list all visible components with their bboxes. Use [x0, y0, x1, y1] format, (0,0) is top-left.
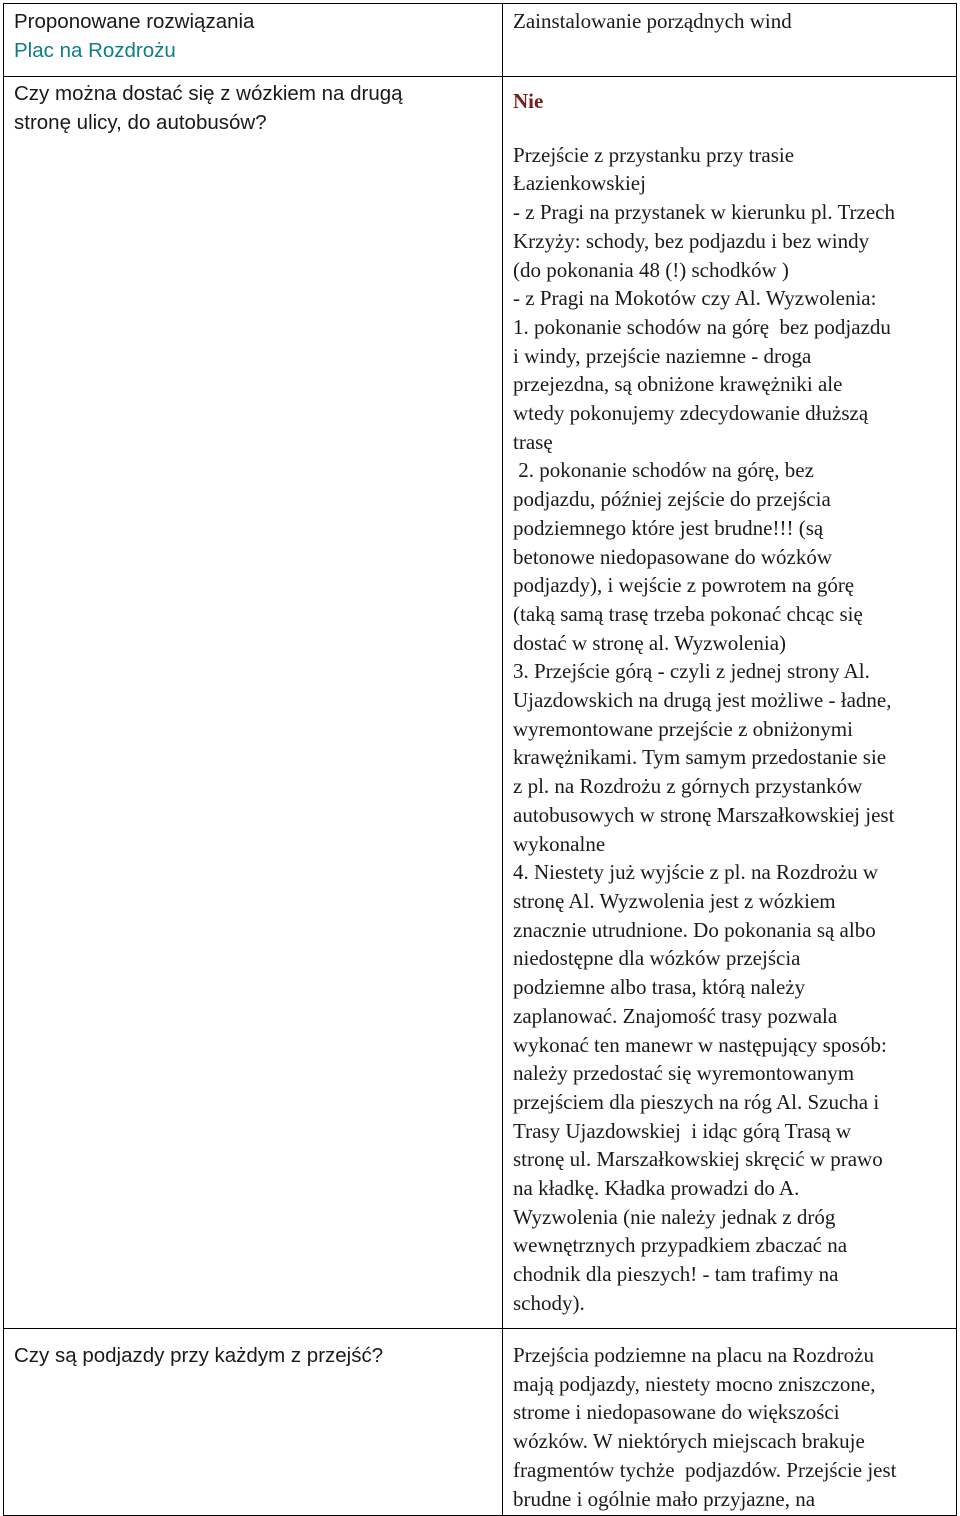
text-line: przejezdna, są obniżone krawężniki ale — [513, 372, 843, 397]
text-line: znacznie utrudnione. Do pokonania są albo — [513, 917, 876, 942]
text-line: wewnętrznych przypadkiem zbaczać na — [513, 1233, 848, 1258]
text-line: stronę Al. Wyzwolenia jest z wózkiem — [513, 888, 836, 913]
text-line: należy przedostać się wyremontowanym — [513, 1061, 855, 1086]
answer-2-cell — [503, 1329, 957, 1516]
text-line: Łazienkowskiej — [513, 171, 646, 196]
text-line: autobusowych w stronę Marszałkowskiej jest — [513, 802, 895, 827]
text-line: Przejście z przystanku przy trasie — [513, 142, 795, 167]
question-2-cell — [4, 1329, 503, 1516]
text-line: Czy są podjazdy przy każdym z przejść? — [14, 1344, 384, 1367]
text-line: podjazdu, później zejście do przejścia — [513, 487, 831, 512]
text-line: podziemnego które jest brudne!!! (są — [513, 515, 824, 540]
text-line: betonowe niedopasowane do wózków — [513, 544, 832, 569]
text-line: schody). — [513, 1290, 585, 1315]
question-1-cell — [4, 77, 503, 1329]
text-line: stronę ulicy, do autobusów? — [14, 111, 267, 134]
text-line: 1. pokonanie schodów na górę bez podjazdu — [513, 314, 891, 339]
header-row — [4, 4, 957, 77]
text-line: Przejścia podziemne na placu na Rozdrożu — [513, 1343, 874, 1367]
text-line: Wyzwolenia (nie należy jednak z dróg — [513, 1204, 836, 1229]
text-line: (do pokonania 48 (!) schodków ) — [513, 257, 789, 282]
header-left-text: Proponowane rozwiązania — [14, 10, 255, 33]
text-line: 2. pokonanie schodów na górę, bez — [513, 458, 814, 483]
text-line: Krzyży: schody, bez podjazdu i bez windy — [513, 228, 870, 253]
text-line: podziemne albo trasa, którą należy — [513, 975, 806, 1000]
question-row-2 — [4, 1329, 957, 1516]
header-left-cell — [4, 4, 503, 77]
text-line: i windy, przejście naziemne - droga — [513, 343, 812, 368]
text-line: (taką samą trasę trzeba pokonać chcąc się — [513, 601, 863, 626]
text-line: stronę ul. Marszałkowskiej skręcić w prawo — [513, 1147, 883, 1172]
question-1-text — [14, 79, 492, 137]
section-title: Plac na Rozdrożu — [14, 39, 176, 62]
text-line: 4. Niestety już wyjście z pl. na Rozdrożu w — [513, 860, 879, 885]
text-line: - z Pragi na przystanek w kierunku pl. Trzech — [513, 200, 895, 225]
text-line: brudne i ogólnie mało przyjazne, na — [513, 1486, 816, 1511]
document-table — [3, 3, 957, 1516]
text-line: 3. Przejście górą - czyli z jednej strony Al. — [513, 659, 870, 684]
answer-1-cell — [503, 77, 957, 1329]
text-line: przejściem dla pieszych na róg Al. Szucha i — [513, 1089, 880, 1114]
text-line: mają podjazdy, niestety mocno zniszczone, — [513, 1371, 876, 1396]
text-line: wyremontowane przejście z obniżonymi — [513, 716, 853, 741]
text-line: Trasy Ujazdowskiej i idąc górą Trasą w — [513, 1118, 852, 1143]
text-line: na kładkę. Kładka prowadzi do A. — [513, 1176, 800, 1201]
text-line: fragmentów tychże podjazdów. Przejście jest — [513, 1457, 897, 1482]
text-line: zaplanować. Znajomość trasy pozwala — [513, 1003, 838, 1028]
text-line: Czy można dostać się z wózkiem na drugą — [14, 82, 403, 105]
text-line: podjazdy), i wejście z powrotem na górę — [513, 573, 855, 598]
answer-2-text — [513, 1341, 946, 1513]
text-line: wózków. W niektórych miejscach brakuje — [513, 1429, 865, 1454]
text-line: wykonać ten manewr w następujący sposób: — [513, 1032, 887, 1057]
text-line: - z Pragi na Mokotów czy Al. Wyzwolenia: — [513, 286, 877, 311]
text-line: wtedy pokonujemy zdecydowanie dłuższą — [513, 401, 869, 426]
answer-1-title: Nie — [513, 89, 544, 113]
text-line: Ujazdowskich na drugą jest możliwe - ładne, — [513, 688, 892, 713]
question-row-1 — [4, 77, 957, 1329]
text-line: dostać w stronę al. Wyzwolenia) — [513, 630, 787, 655]
text-line: krawężnikami. Tym samym przedostanie sie — [513, 745, 887, 770]
header-right-text: Zainstalowanie porządnych wind — [513, 9, 792, 33]
text-line: z pl. na Rozdrożu z górnych przystanków — [513, 774, 863, 799]
text-line: chodnik dla pieszych! - tam trafimy na — [513, 1262, 839, 1287]
text-line: wykonalne — [513, 831, 606, 856]
text-line: trasę — [513, 429, 553, 454]
question-2-text — [14, 1341, 492, 1370]
text-line: niedostępne dla wózków przejścia — [513, 946, 801, 971]
header-right-cell — [503, 4, 957, 77]
answer-1-text — [513, 141, 946, 1318]
text-line: strome i niedopasowane do większości — [513, 1400, 840, 1425]
